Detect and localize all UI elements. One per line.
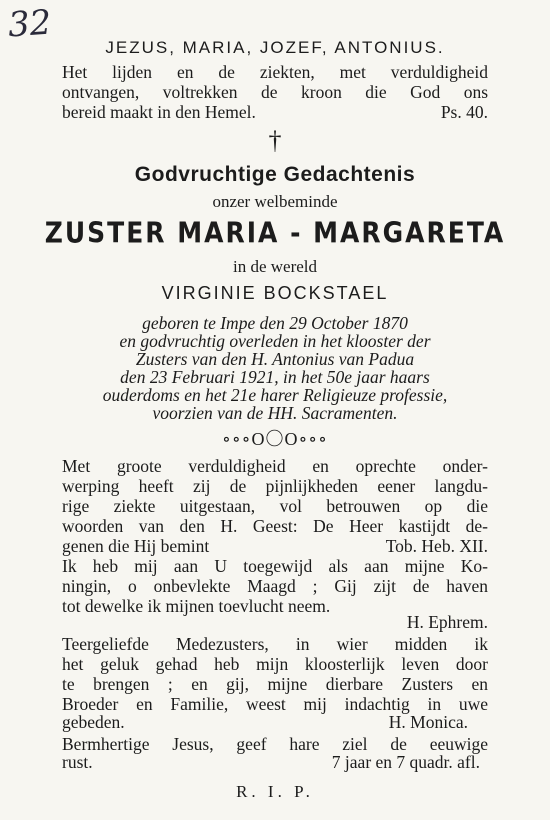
in-world-label: in de wereld [232, 257, 318, 276]
indulgence-note: 7 jaar en 7 quadr. afl. [331, 752, 480, 772]
psalm-line: ontvangen, voltrekken de kroon die God ons [62, 82, 488, 102]
paragraph-line: Met groote verduldigheid en oprechte onder- [62, 456, 488, 476]
paragraph-line: Teergeliefde Medezusters, in wier midden ik [62, 634, 488, 654]
bio-line: en godvruchtig overleden in het klooster der [119, 331, 431, 351]
cross-icon: † [268, 126, 282, 155]
paragraph-line: gebeden. [62, 712, 125, 732]
paragraph-line: Broeder en Familie, weest mij indachtig in uwe [62, 694, 488, 714]
paragraph-line: werping heeft zij de pijnlijkheden eener langdu- [62, 476, 488, 496]
psalm-reference: Ps. 40. [440, 102, 488, 122]
paragraph-line: Bermhertige Jesus, geef hare ziel de eeuwige [62, 734, 488, 754]
subheading: onzer welbeminde [212, 192, 338, 211]
saint-attribution: H. Ephrem. [406, 612, 488, 632]
paragraph-line: tot dewelke ik mijnen toevlucht neem. [62, 596, 331, 616]
bio-line: voorzien van de HH. Sacramenten. [152, 403, 398, 423]
scripture-reference: Tob. Heb. XII. [385, 536, 488, 556]
handwritten-number: 32 [6, 2, 53, 46]
paragraph-line: Ik heb mij aan U toegewijd als aan mijne Ko- [62, 556, 488, 576]
sister-name: ZUSTER MARIA - MARGARETA [44, 215, 506, 250]
paragraph-line: ningin, o onbevlekte Maagd ; Gij zijt de haven [62, 576, 488, 596]
paragraph-line: genen die Hij bemint [62, 536, 210, 556]
bio-line: den 23 Februari 1921, in het 50e jaar haars [120, 367, 430, 387]
paragraph-line: te brengen ; en gij, mijne dierbare Zusters en [62, 674, 488, 694]
paragraph-line: rust. [62, 752, 93, 772]
ornament-divider: ∘∘∘O〇O∘∘∘ [222, 429, 328, 449]
bio-line: Zusters van den H. Antonius van Padua [135, 349, 415, 369]
paragraph-line: woorden van den H. Geest: De Heer kastijdt de- [62, 516, 488, 536]
invocation: JEZUS, MARIA, JOZEF, ANTONIUS. [105, 38, 445, 57]
civil-name: VIRGINIE BOCKSTAEL [161, 283, 389, 303]
heading: Godvruchtige Gedachtenis [134, 163, 416, 186]
psalm-line: bereid maakt in den Hemel. [62, 102, 256, 122]
bio-line: geboren te Impe den 29 October 1870 [142, 313, 408, 333]
bio-line: ouderdoms en het 21e harer Religieuze professie, [102, 385, 448, 405]
paragraph-line: het geluk gehad heb mijn kloosterlijk leven door [62, 654, 488, 674]
psalm-line: Het lijden en de ziekten, met verduldigheid [62, 62, 488, 82]
rip-closing: R. I. P. [236, 782, 314, 801]
saint-attribution: H. Monica. [388, 712, 468, 732]
paragraph-line: rige ziekte uitgestaan, vol betrouwen op die [62, 496, 488, 516]
